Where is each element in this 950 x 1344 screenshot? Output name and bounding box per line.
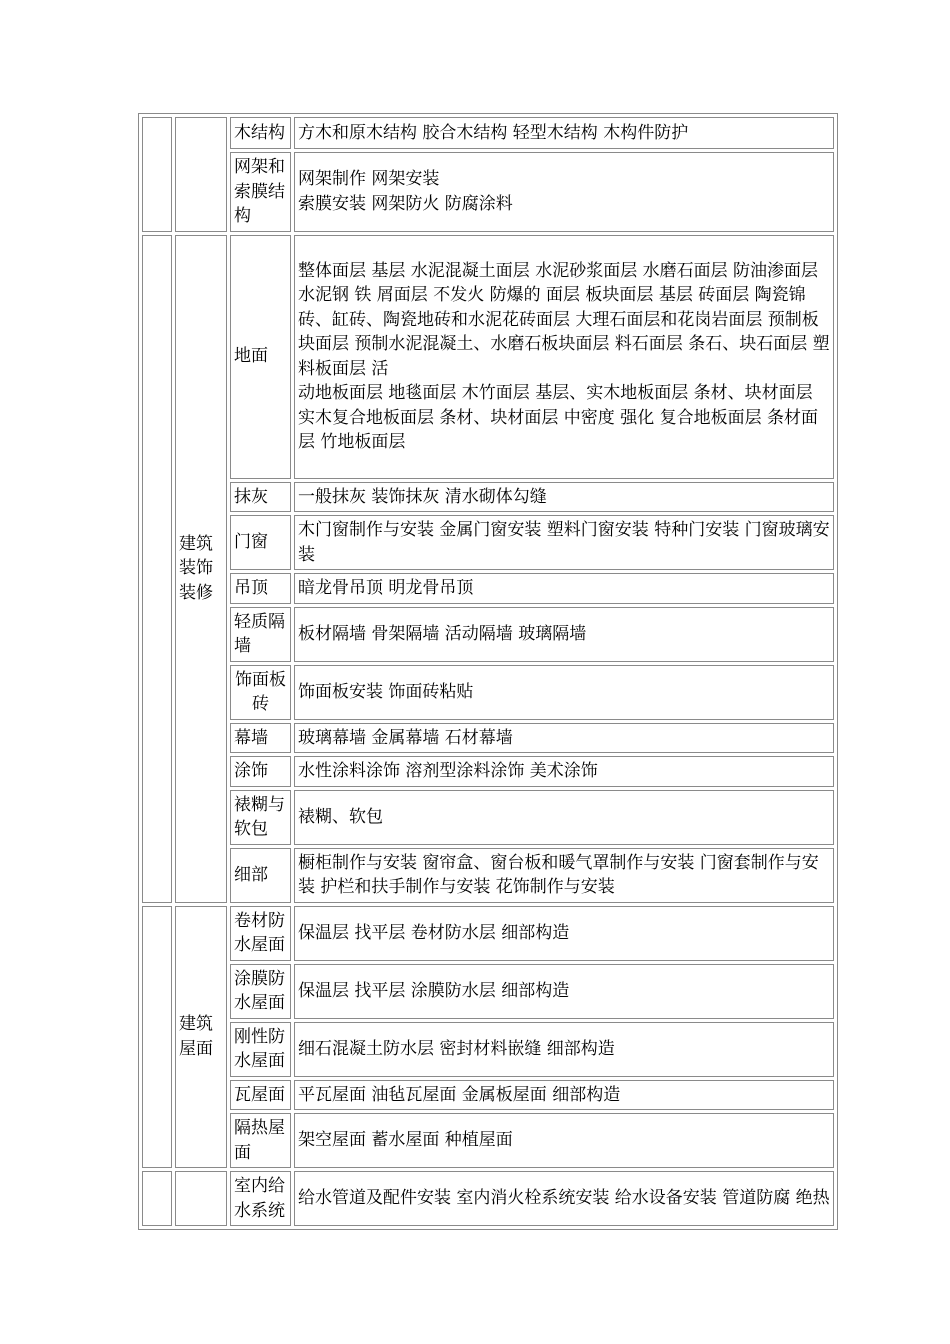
subcategory-cell: 涂饰 xyxy=(230,756,291,787)
table-row xyxy=(142,482,834,513)
subdivision-table xyxy=(138,113,838,1230)
subcategory-cell: 地面 xyxy=(230,235,291,479)
category-cell xyxy=(175,1171,227,1226)
table-row xyxy=(142,665,834,720)
items-cell xyxy=(294,152,834,232)
items-cell: 暗龙骨吊顶 明龙骨吊顶 xyxy=(294,573,834,604)
items-cell: 保温层 找平层 涂膜防水层 细部构造 xyxy=(294,964,834,1019)
table-row xyxy=(142,906,834,961)
category-cell: 建筑装饰装修 xyxy=(175,235,227,903)
table-row xyxy=(142,152,834,232)
subcategory-cell: 幕墙 xyxy=(230,723,291,754)
items-cell: 裱糊、软包 xyxy=(294,790,834,845)
subcategory-cell: 卷材防水屋面 xyxy=(230,906,291,961)
index-cell xyxy=(142,906,172,1169)
items-cell: 给水管道及配件安装 室内消火栓系统安装 给水设备安装 管道防腐 绝热 xyxy=(294,1171,834,1226)
item-line: 网架制作 网架安装 xyxy=(298,169,440,190)
subcategory-cell: 轻质隔墙 xyxy=(230,607,291,662)
table-row xyxy=(142,1022,834,1077)
items-cell: 板材隔墙 骨架隔墙 活动隔墙 玻璃隔墙 xyxy=(294,607,834,662)
table-row xyxy=(142,117,834,149)
table-row xyxy=(142,573,834,604)
item-line: 整体面层 基层 水泥混凝土面层 水泥砂浆面层 水磨石面层 防油渗面层 水泥钢 铁 屑面层 不发火 防爆的 面层 板块面层 基层 砖面层 陶瓷锦砖、缸砖、陶瓷地砖和水泥花砖面层 大理石面层和花岗岩面层 预制板块面层 预制水泥混凝土、水磨石板块面层 料石面层 条石、块石面层 塑料板面层 活 xyxy=(298,260,830,379)
index-cell xyxy=(142,117,172,232)
table-row xyxy=(142,235,834,479)
items-cell: 保温层 找平层 卷材防水层 细部构造 xyxy=(294,906,834,961)
table-row xyxy=(142,964,834,1019)
index-cell xyxy=(142,235,172,903)
subcategory-cell: 木结构 xyxy=(230,117,291,149)
subcategory-cell: 网架和索膜结构 xyxy=(230,152,291,232)
subcategory-cell: 裱糊与软包 xyxy=(230,790,291,845)
table-row xyxy=(142,723,834,754)
items-cell: 平瓦屋面 油毡瓦屋面 金属板屋面 细部构造 xyxy=(294,1080,834,1111)
table-row xyxy=(142,607,834,662)
index-cell xyxy=(142,1171,172,1226)
category-cell xyxy=(175,117,227,232)
items-cell: 饰面板安装 饰面砖粘贴 xyxy=(294,665,834,720)
subcategory-cell: 门窗 xyxy=(230,515,291,570)
items-cell: 方木和原木结构 胶合木结构 轻型木结构 木构件防护 xyxy=(294,117,834,149)
table-row xyxy=(142,848,834,903)
item-line: 索膜安装 网架防火 防腐涂料 xyxy=(298,193,513,214)
table-row xyxy=(142,1080,834,1111)
subcategory-cell: 抹灰 xyxy=(230,482,291,513)
table-row xyxy=(142,1171,834,1226)
subcategory-cell: 细部 xyxy=(230,848,291,903)
subcategory-cell: 吊顶 xyxy=(230,573,291,604)
subcategory-cell: 隔热屋面 xyxy=(230,1113,291,1168)
items-cell: 水性涂料涂饰 溶剂型涂料涂饰 美术涂饰 xyxy=(294,756,834,787)
items-cell: 木门窗制作与安装 金属门窗安装 塑料门窗安装 特种门安装 门窗玻璃安装 xyxy=(294,515,834,570)
table-row xyxy=(142,790,834,845)
items-cell: 一般抹灰 装饰抹灰 清水砌体勾缝 xyxy=(294,482,834,513)
table-row xyxy=(142,1113,834,1168)
table-row xyxy=(142,756,834,787)
table-row xyxy=(142,515,834,570)
subcategory-cell: 涂膜防水屋面 xyxy=(230,964,291,1019)
category-cell: 建筑屋面 xyxy=(175,906,227,1169)
items-cell: 玻璃幕墙 金属幕墙 石材幕墙 xyxy=(294,723,834,754)
subcategory-cell: 瓦屋面 xyxy=(230,1080,291,1111)
items-cell: 架空屋面 蓄水屋面 种植屋面 xyxy=(294,1113,834,1168)
items-cell: 细石混凝土防水层 密封材料嵌缝 细部构造 xyxy=(294,1022,834,1077)
items-cell: 橱柜制作与安装 窗帘盒、窗台板和暖气罩制作与安装 门窗套制作与安装 护栏和扶手制作与安装 花饰制作与安装 xyxy=(294,848,834,903)
subcategory-cell: 室内给水系统 xyxy=(230,1171,291,1226)
item-line: 动地板面层 地毯面层 木竹面层 基层、实木地板面层 条材、块材面层 实木复合地板面层 条材、块材面层 中密度 强化 复合地板面层 条材面层 竹地板面层 xyxy=(298,383,819,452)
subcategory-cell: 饰面板砖 xyxy=(230,665,291,720)
subcategory-cell: 刚性防水屋面 xyxy=(230,1022,291,1077)
items-cell xyxy=(294,235,834,479)
